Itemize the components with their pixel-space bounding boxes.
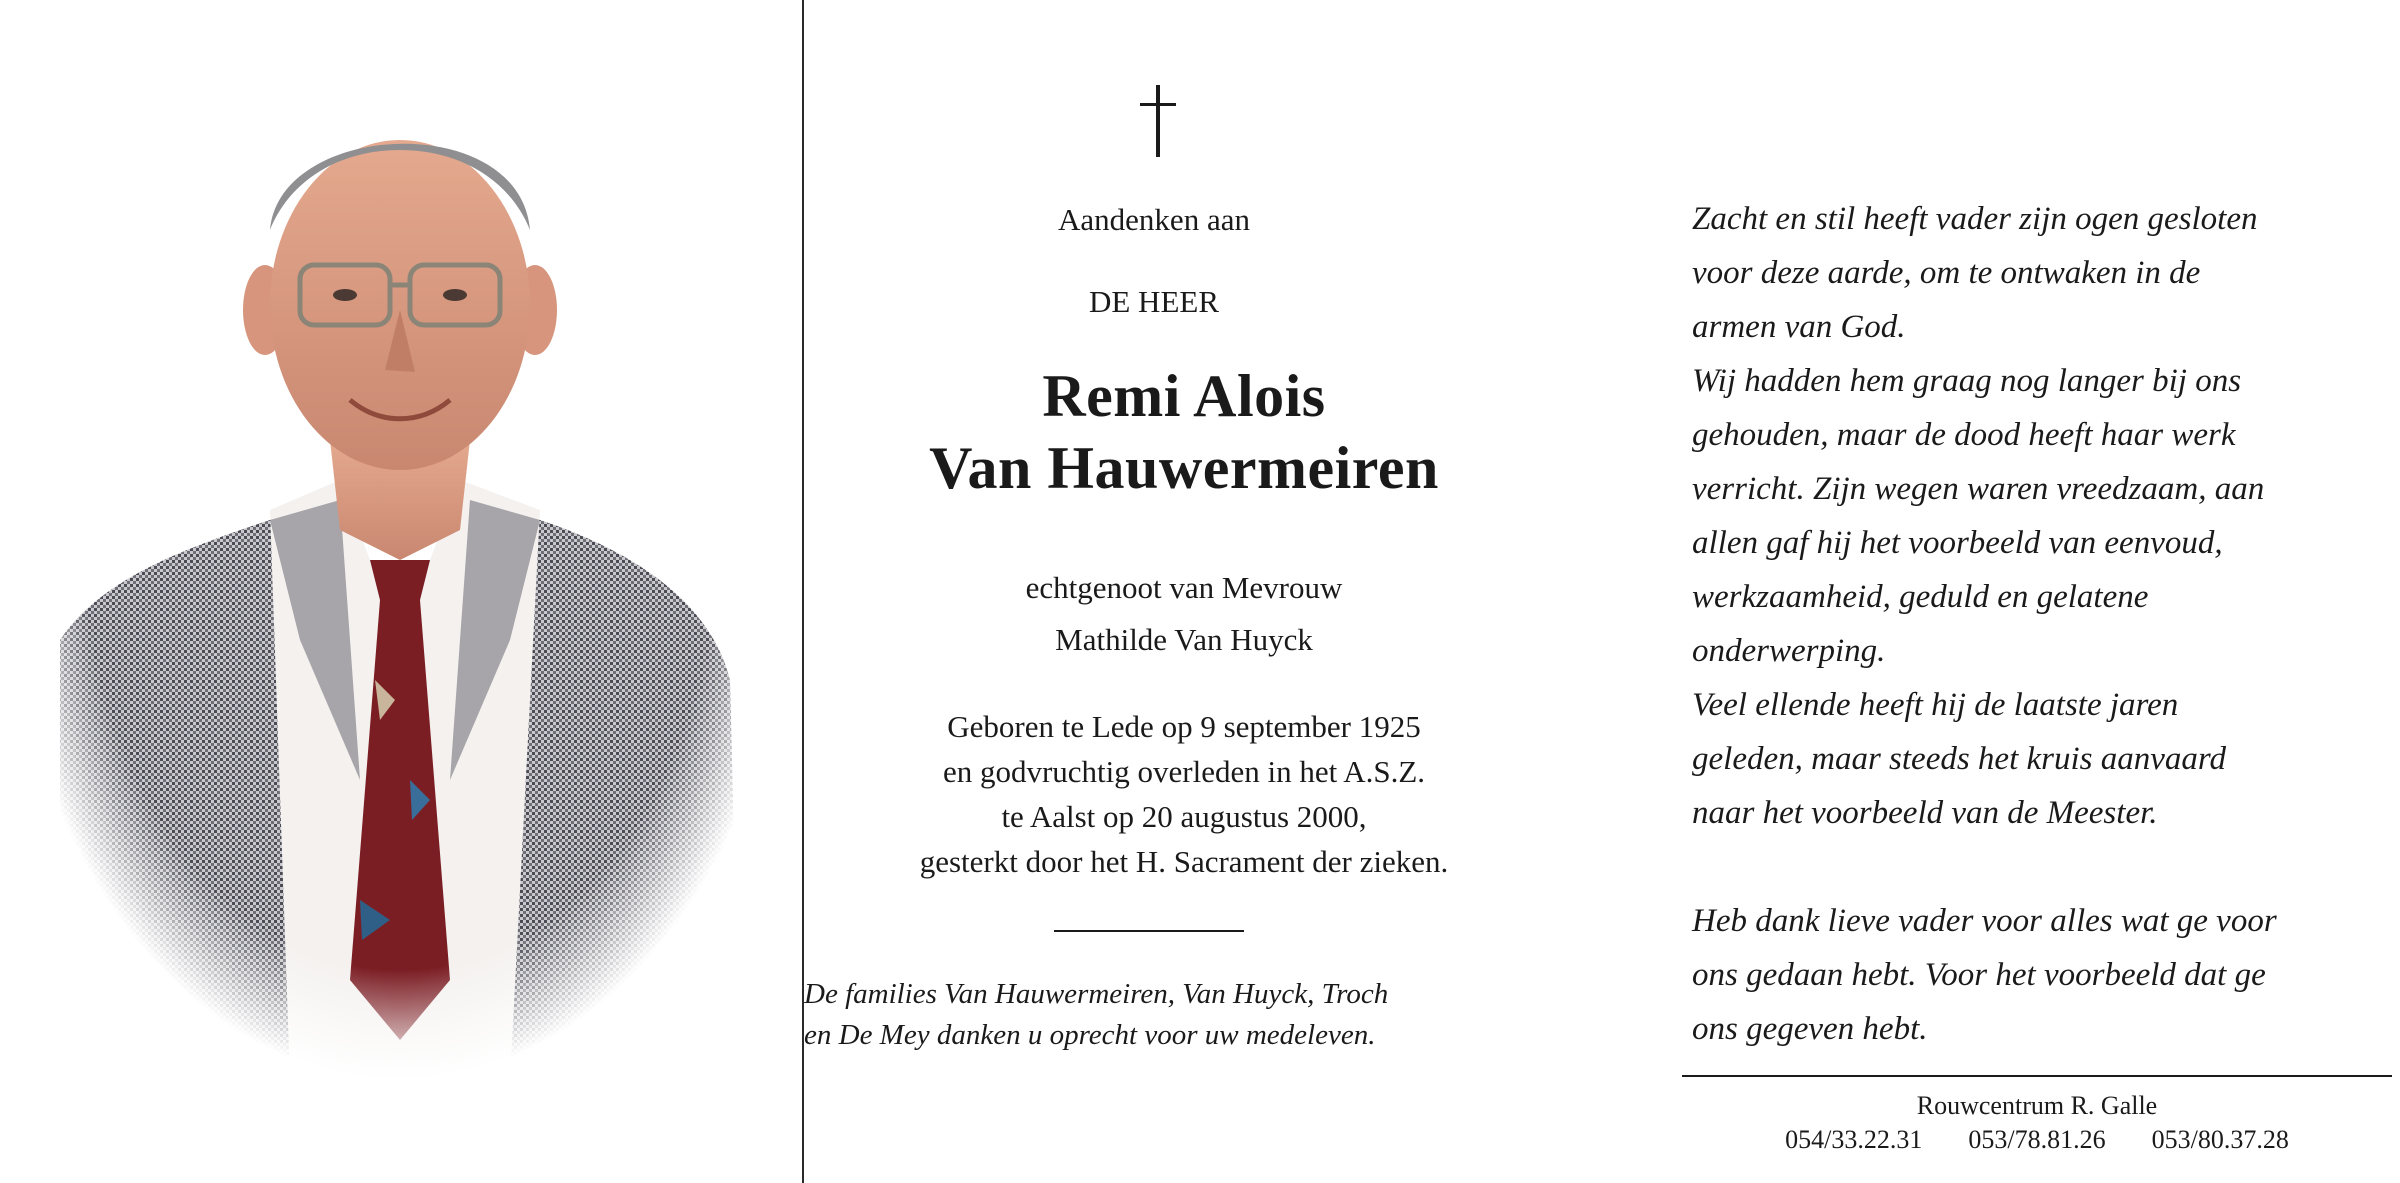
poem-line: armen van God. <box>1692 309 1906 345</box>
poem-line: onderwerping. <box>1692 633 1886 669</box>
card-text-panel <box>804 0 1564 1183</box>
poem-line: allen gaf hij het voorbeeld van eenvoud, <box>1692 525 2223 561</box>
portrait-photo <box>40 80 760 1080</box>
intro-text: Aandenken aan <box>1058 202 1250 237</box>
poem-line: verricht. Zijn wegen waren vreedzaam, aan <box>1692 471 2265 507</box>
poem-line: Zacht en stil heeft vader zijn ogen gesloten <box>1692 201 2258 237</box>
phone-number: 053/80.37.28 <box>2151 1125 2289 1154</box>
footer-rule <box>1682 1075 2392 1077</box>
name-line-given: Remi Alois <box>1042 363 1326 429</box>
spouse-text <box>804 562 1564 666</box>
thanks-line: en De Mey danken u oprecht voor uw medeleven. <box>804 1019 1376 1051</box>
poem-line: ons gegeven hebt. <box>1692 1011 1928 1047</box>
detail-line: en godvruchtig overleden in het A.S.Z. <box>942 754 1426 789</box>
thanks-line: De families Van Hauwermeiren, Van Huyck, Troch <box>804 978 1389 1010</box>
stanza-gap <box>1692 840 2372 894</box>
poem-line: naar het voorbeeld van de Meester. <box>1692 795 2158 831</box>
phone-number: 054/33.22.31 <box>1785 1125 1923 1154</box>
deceased-name <box>804 360 1564 504</box>
life-details <box>804 704 1564 884</box>
honorific: DE HEER <box>1088 284 1219 319</box>
poem-line: werkzaamheid, geduld en gelatene <box>1692 579 2149 615</box>
undertaker-name: Rouwcentrum R. Galle <box>1916 1091 2158 1120</box>
name-line-family: Van Hauwermeiren <box>929 435 1439 501</box>
divider <box>1054 930 1244 932</box>
spouse-name: Mathilde Van Huyck <box>1055 622 1313 657</box>
poem-line: Heb dank lieve vader voor alles wat ge voor <box>1692 903 2277 939</box>
spouse-line: echtgenoot van Mevrouw <box>1025 570 1343 605</box>
photo-panel <box>0 0 800 1183</box>
phone-numbers <box>1682 1124 2392 1156</box>
poem-line: gehouden, maar de dood heeft haar werk <box>1692 417 2236 453</box>
poem-line: Veel ellende heeft hij de laatste jaren <box>1692 687 2179 723</box>
phone-number: 053/78.81.26 <box>1968 1125 2106 1154</box>
poem-line: ons gedaan hebt. Voor het voorbeeld dat ge <box>1692 957 2266 993</box>
detail-line: te Aalst op 20 augustus 2000, <box>1001 799 1367 834</box>
poem-line: geleden, maar steeds het kruis aanvaard <box>1692 741 2227 777</box>
latin-cross-icon <box>1134 85 1182 157</box>
detail-line: gesterkt door het H. Sacrament der zieken. <box>919 844 1449 879</box>
family-thanks <box>804 974 1504 1056</box>
poem-line: Wij hadden hem graag nog langer bij ons <box>1692 363 2242 399</box>
detail-line: Geboren te Lede op 9 september 1925 <box>947 709 1421 744</box>
poem-line: voor deze aarde, om te ontwaken in de <box>1692 255 2201 291</box>
memorial-poem <box>1692 192 2372 1056</box>
